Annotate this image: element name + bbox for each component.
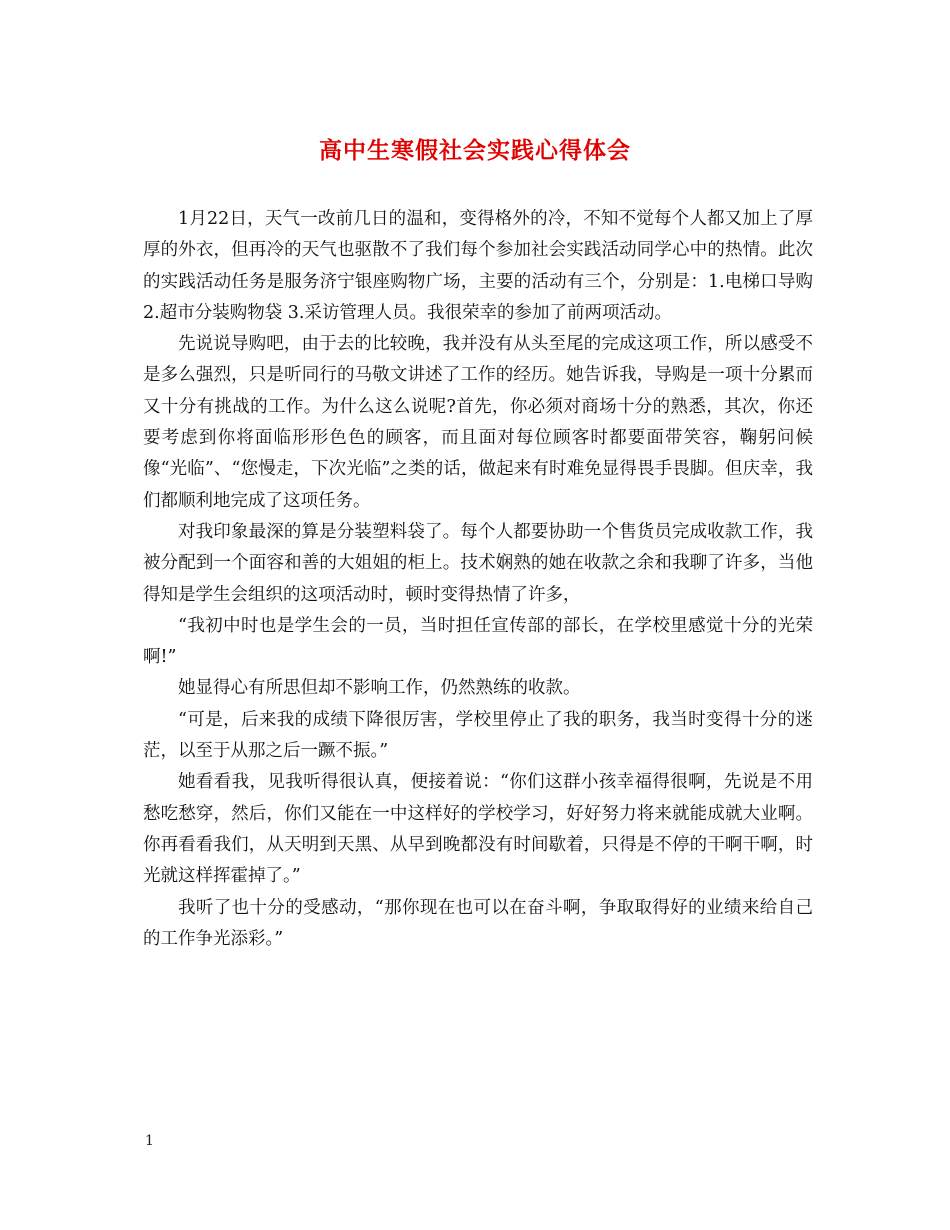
- page-number: 1: [145, 1133, 154, 1149]
- paragraph: 先说说导购吧，由于去的比较晚，我并没有从头至尾的完成这项工作，所以感受不是多么强烈，只是听同行的马敬文讲述了工作的经历。她告诉我，导购是一项十分累而又十分有挑战的工作。为什么这么说呢?首先，你必须对商场十分的熟悉，其次，你还要考虑到你将面临形形色色的顾客，而且面对每位顾客时都要面带笑容，鞠躬问候像“光临”、“您慢走，下次光临”之类的话，做起来有时难免显得畏手畏脚。但庆幸，我们都顺利地完成了这项任务。: [143, 334, 813, 511]
- paragraph: 我听了也十分的受感动，“那你现在也可以在奋斗啊，争取取得好的业绩来给自己的工作争光添彩。”: [143, 897, 813, 949]
- paragraph: “我初中时也是学生会的一员，当时担任宣传部的部长，在学校里感觉十分的光荣啊!”: [143, 615, 813, 668]
- paragraph: 1月22日，天气一改前几日的温和，变得格外的冷，不知不觉每个人都又加上了厚厚的外衣，但再冷的天气也驱散不了我们每个参加社会实践活动同学心中的热情。此次的实践活动任务是服务济宁银座购物广场，主要的活动有三个，分别是：1.电梯口导购 2.超市分装购物袋 3.采访管理人员。我很荣幸的参加了前两项活动。: [143, 209, 813, 323]
- document-title: 高中生寒假社会实践心得体会: [319, 137, 631, 164]
- paragraph: 对我印象最深的算是分装塑料袋了。每个人都要协助一个售货员完成收款工作，我被分配到一个面容和善的大姐姐的柜上。技术娴熟的她在收款之余和我聊了许多，当他得知是学生会组织的这项活动时，顿时变得热情了许多，: [143, 521, 813, 605]
- document-body: [143, 204, 813, 955]
- paragraph: 她看看我，见我听得很认真，便接着说：“你们这群小孩幸福得很啊，先说是不用愁吃愁穿，然后，你们又能在一中这样好的学校学习，好好努力将来就能成就大业啊。你再看看我们，从天明到天黑、从早到晚都没有时间歇着，只得是不停的干啊干啊，时光就这样挥霍掉了。”: [143, 772, 813, 887]
- paragraph: 她显得心有所思但却不影响工作，仍然熟练的收款。: [178, 678, 581, 699]
- paragraph: “可是，后来我的成绩下降很厉害，学校里停止了我的职务，我当时变得十分的迷茫，以至于从那之后一蹶不振。”: [143, 709, 813, 762]
